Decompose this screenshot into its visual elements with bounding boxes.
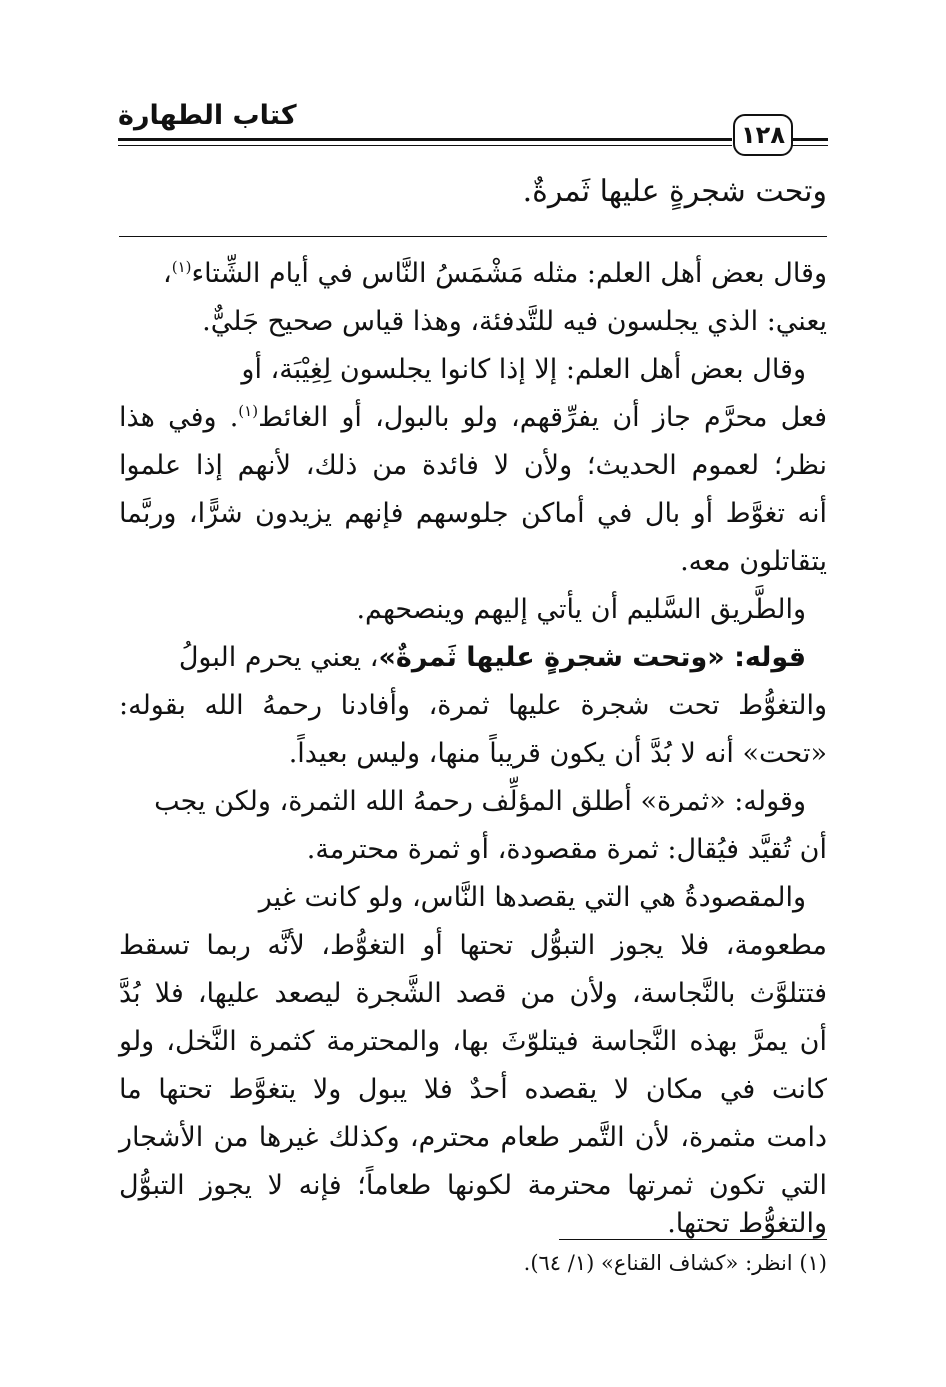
text-line-14: والمقصودةُ هي التي يقصدها النَّاس، ولو كانت غير (258, 882, 806, 913)
text-span: وقال بعض أهل العلم: مثله مَشْمَسُ النَّاس في أيام الشِّتاء (191, 258, 827, 289)
quoted-matn: قوله: «وتحت شجرةٍ عليها ثَمرةٌ» (378, 642, 806, 673)
text-line-6: أنه تغوَّط أو بال في أماكن جلوسهم فإنهم يزيدون شرًّا، وربَّما (119, 498, 827, 529)
matn-line: وتحت شجرةٍ عليها ثَمرةٌ. (522, 174, 827, 209)
header-rule-left (118, 138, 732, 141)
footnote-separator (559, 1239, 827, 1240)
text-line-11: «تحت» أنه لا بُدَّ أن يكون قريباً منها، وليس بعيداً. (288, 738, 827, 769)
text-line-20: التي تكون ثمرتها محترمة لكونها طعاماً؛ فإنه لا يجوز التبوُّل (119, 1170, 827, 1201)
text-span: ، يعني يحرم البولُ (178, 642, 379, 673)
text-line-17: أن يمرَّ بهذه النَّجاسة فيتلوّثَ بها، والمحترمة كثمرة النَّخل، ولو (119, 1026, 827, 1057)
text-line-7: يتقاتلون معه. (680, 546, 827, 577)
header-rule-right (792, 138, 828, 141)
footnote: (١) انظر: «كشاف القناع» (١/ ٦٤). (523, 1251, 827, 1275)
text-span: . وفي هذا (119, 402, 239, 433)
text-line-18: كانت في مكان لا يقصده أحدٌ فلا يبول ولا يتغوَّط تحتها ما (119, 1074, 827, 1105)
text-line-16: فتتلوَّث بالنَّجاسة، ولأن من قصد الشَّجرة ليصعد عليها، فلا بُدَّ (119, 978, 827, 1009)
text-line-8: والطَّريق السَّليم أن يأتي إليهم وينصحهم. (356, 594, 806, 625)
text-line-13: أن تُقيَّد فيُقال: ثمرة مقصودة، أو ثمرة محترمة. (306, 834, 827, 865)
footnote-ref[interactable]: (١) (238, 402, 259, 420)
text-line-4 (119, 398, 827, 438)
header-rule-left-thin (118, 145, 732, 146)
text-line-15: مطعومة، فلا يجوز التبوُّل تحتها أو التغوُّط، لأنَّه ربما تسقط (119, 930, 827, 961)
matn-separator (119, 236, 827, 237)
text-line-2: يعني: الذي يجلسون فيه للتَّدفئة، وهذا قياس صحيح جَليٌّ. (202, 306, 827, 337)
text-line-5: نظر؛ لعموم الحديث؛ ولأن لا فائدة من ذلك، لأنهم إذا علموا (119, 450, 827, 481)
text-line-19: دامت مثمرة، لأن التَّمر طعام محترم، وكذلك غيرها من الأشجار (119, 1122, 827, 1153)
text-line-3: وقال بعض أهل العلم: إلا إذا كانوا يجلسون لِغِيْبَة، أو (241, 354, 806, 385)
text-line-9 (179, 638, 806, 678)
page-number-badge: ١٢٨ (733, 114, 793, 156)
text-span: فعل محرَّم جاز أن يفرِّقهم، ولو بالبول، أو الغائط (258, 402, 827, 433)
footnote-ref[interactable]: (١) (171, 258, 192, 276)
header-rule-right-thin (792, 145, 828, 146)
text-line-21: والتغوُّط تحتها. (667, 1208, 827, 1239)
book-title: كتاب الطهارة (118, 100, 297, 131)
text-span: ، (162, 258, 172, 289)
text-line-10: والتغوُّط تحت شجرة عليها ثمرة، وأفادنا رحمهُ الله بقوله: (119, 690, 827, 721)
text-line-1 (163, 254, 827, 294)
text-line-12: وقوله: «ثمرة» أطلق المؤلِّف رحمهُ الله الثمرة، ولكن يجب (154, 786, 806, 817)
